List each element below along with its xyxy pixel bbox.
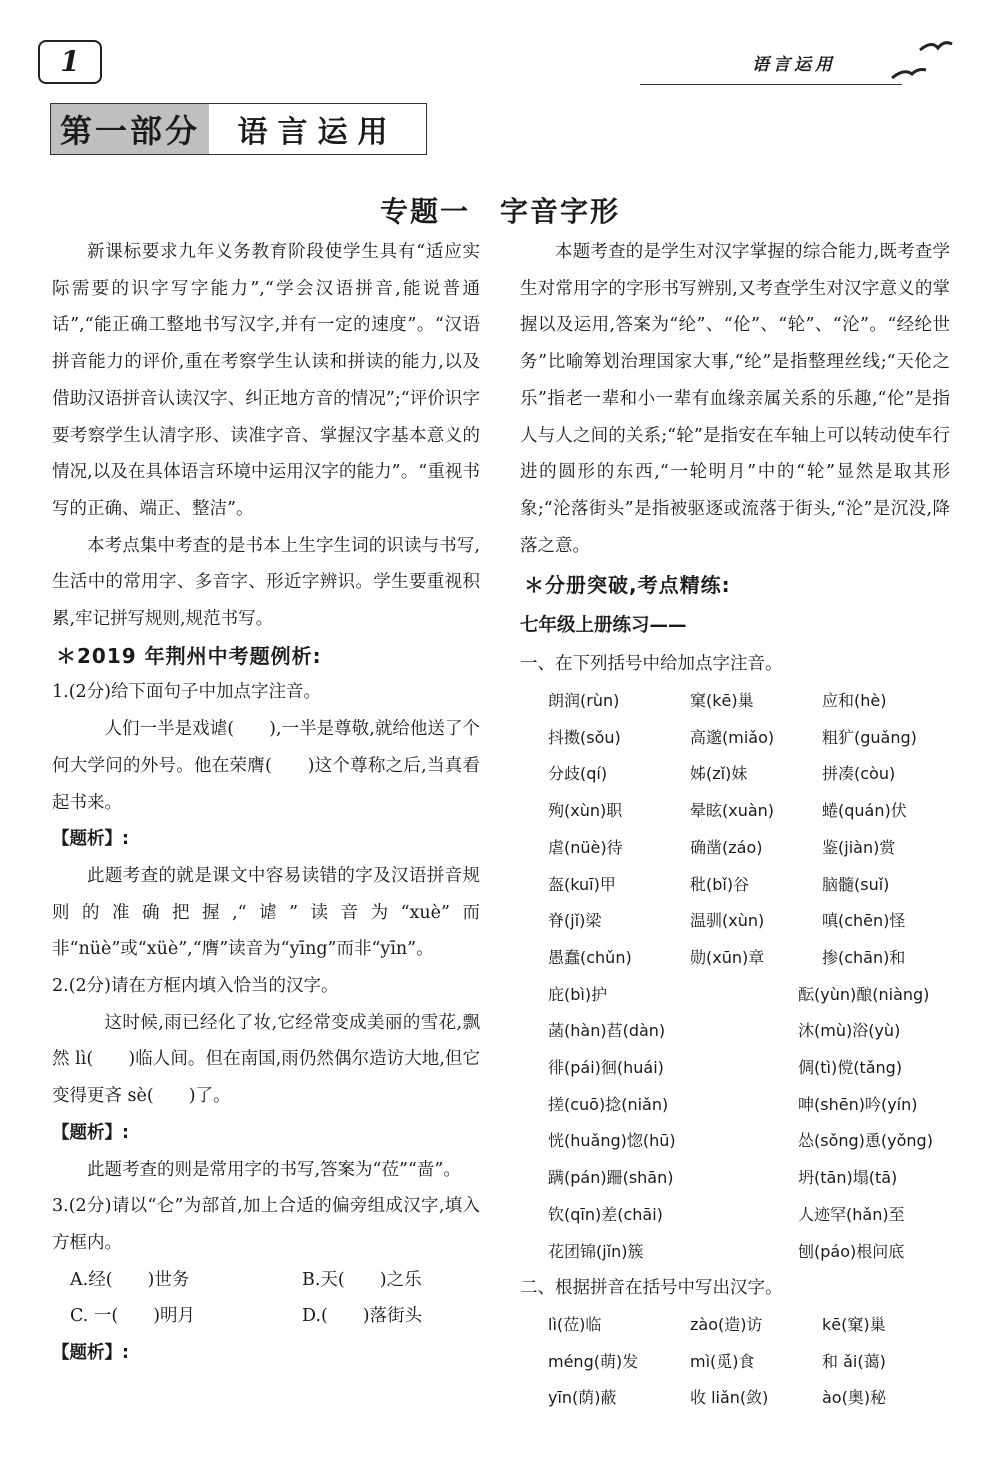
list-item: 怂(sǒng)恿(yǒng) <box>798 1131 933 1151</box>
list-item: 分歧(qí) <box>548 764 608 784</box>
option-b: B.天( )之乐 <box>302 1269 422 1290</box>
analysis-label-3: 【题析】: <box>52 1343 129 1364</box>
list-item: kē(窠)巢 <box>822 1314 886 1334</box>
list-item: lì(莅)临 <box>548 1314 602 1334</box>
page-number: 1 <box>38 40 102 84</box>
list-item: 高邈(miǎo) <box>690 727 775 747</box>
list-item: 应和(hè) <box>822 691 887 711</box>
part-title: 语言运用 <box>237 115 398 150</box>
list-item: 沐(mù)浴(yù) <box>798 1021 901 1041</box>
breakthrough-heading: ＊分册突破,考点精练: <box>524 573 731 598</box>
analysis-2: 此题考查的则是常用字的书写,答案为“莅”“啬”。 <box>87 1159 461 1180</box>
list-item: 人迹罕(hǎn)至 <box>798 1204 905 1224</box>
list-item: 勋(xūn)章 <box>690 947 765 967</box>
list-item: 愚蠢(chǔn) <box>548 947 632 967</box>
topic-title: 专题一 字音字形 <box>379 195 620 228</box>
list-item: 刨(páo)根问底 <box>798 1241 905 1261</box>
question-3: 3.(2分)请以“仑”为部首,加上合适的偏旁组成汉字,填入方框内。 <box>52 1196 480 1253</box>
option-d: D.( )落街头 <box>302 1306 423 1327</box>
list-item: 呻(shēn)吟(yín) <box>798 1094 918 1114</box>
list-item: 秕(bǐ)谷 <box>690 874 750 894</box>
list-item: 脑髓(suǐ) <box>822 874 890 894</box>
list-item: 拼凑(còu) <box>822 764 896 784</box>
header-rule <box>640 84 902 85</box>
list-item: 花团锦(jǐn)簇 <box>548 1241 644 1261</box>
list-item: 蜷(quán)伏 <box>822 801 907 821</box>
intro-paragraph: 新课标要求九年义务教育阶段使学生具有“适应实际需要的识字写字能力”,“学会汉语拼音,能说普通话”,“能正确工整地书写汉字,并有一定的速度”。“汉语拼音能力的评价,重在考察学生认读和拼读的能力,以及借助汉语拼音认读汉字、纠正地方音的情况”;“评价识字要考察学生认清字形、读准字音、掌握汉字基本意义的情况,以及在具体语言环境中运用汉字的能力”。“重视书写的正确、端正、整洁”。 <box>52 242 480 519</box>
analysis-1: 此题考查的就是课文中容易读错的字及汉语拼音规则的准确把握,“谑”读音为“xuè”而非“nüè”或“xüè”,“膺”读音为“yīng”而非“yīn”。 <box>52 865 480 960</box>
list-item: 蹒(pán)跚(shān) <box>548 1168 674 1188</box>
part-label: 第一部分 <box>51 104 209 154</box>
option-a: A.经( )世务 <box>70 1269 190 1290</box>
list-item: 搓(cuō)捻(niǎn) <box>548 1094 669 1114</box>
intro-paragraph-2: 本考点集中考查的是书本上生字生词的识读与书写,生活中的常用字、多音字、形近字辨识。学生要重视积累,牢记拼写规则,规范书写。 <box>52 535 480 630</box>
list-item: 掺(chān)和 <box>822 947 906 967</box>
list-item: 恍(huǎng)惚(hū) <box>548 1131 676 1151</box>
list-item: 倜(tì)傥(tǎng) <box>798 1058 903 1078</box>
exercise-2-title: 二、根据拼音在括号中写出汉字。 <box>520 1278 783 1299</box>
list-item: 确凿(záo) <box>690 837 763 857</box>
list-item: 菡(hàn)萏(dàn) <box>548 1021 666 1041</box>
running-header: 语言运用 <box>752 55 836 75</box>
question-3-options <box>52 1262 480 1335</box>
list-item: 和 ǎi(蔼) <box>822 1351 886 1371</box>
exam-heading: ＊2019 年荆州中考题例析: <box>56 643 322 668</box>
list-item: ào(奥)秘 <box>822 1388 887 1408</box>
left-column <box>52 234 480 1372</box>
list-item: 温驯(xùn) <box>690 911 765 931</box>
exercise-2-grid <box>520 1307 950 1417</box>
list-item: 徘(pái)徊(huái) <box>548 1058 664 1078</box>
list-item: 抖擞(sǒu) <box>548 727 621 747</box>
birds-icon <box>890 38 960 88</box>
list-item: 殉(xùn)职 <box>548 801 623 821</box>
list-item: 姊(zǐ)妹 <box>690 764 748 784</box>
question-2-text: 这时候,雨已经化了妆,它经常变成美丽的雪花,飘然 lì( )临人间。但在南国,雨仍然偶尔造访大地,但它变得更吝 sè( )了。 <box>52 1012 480 1107</box>
exercise-1-grid <box>520 683 950 977</box>
list-item: 庇(bì)护 <box>548 984 608 1004</box>
list-item: 晕眩(xuàn) <box>690 801 775 821</box>
list-item: 粗犷(guǎng) <box>822 727 917 747</box>
exercise-1-title: 一、在下列括号中给加点字注音。 <box>520 654 783 675</box>
question-2: 2.(2分)请在方框内填入恰当的汉字。 <box>52 976 339 997</box>
list-item: 朗润(rùn) <box>548 691 620 711</box>
grade-heading: 七年级上册练习—— <box>520 615 687 637</box>
list-item: 酝(yùn)酿(niàng) <box>798 984 930 1004</box>
question-1: 1.(2分)给下面句子中加点字注音。 <box>52 682 321 703</box>
list-item: 窠(kē)巢 <box>690 691 754 711</box>
list-item: 脊(jǐ)梁 <box>548 911 602 931</box>
exercise-1-grid-2 <box>520 977 950 1271</box>
list-item: yīn(荫)蔽 <box>548 1388 617 1408</box>
list-item: 收 liǎn(敛) <box>690 1388 769 1408</box>
list-item: 嗔(chēn)怪 <box>822 911 906 931</box>
analysis-3: 本题考查的是学生对汉字掌握的综合能力,既考查学生对常用字的字形书写辨别,又考查学生对汉字意义的掌握以及运用,答案为“纶”、“伦”、“轮”、“沦”。“经纶世务”比喻筹划治理国家大事,“纶”是指整理丝线;“天伦之乐”指老一辈和小一辈有血缘亲属关系的乐趣,“伦”是指人与人之间的关系;“轮”是指安在车轴上可以转动使车行进的圆形的东西,“一轮明月”中的“轮”显然是取其形象;“沦落街头”是指被驱逐或流落于街头,“沦”是沉没,降落之意。 <box>520 242 950 556</box>
list-item: 坍(tān)塌(tā) <box>798 1168 898 1188</box>
option-c: C. 一( )明月 <box>70 1306 196 1327</box>
analysis-label-2: 【题析】: <box>52 1122 129 1143</box>
right-column <box>520 234 950 1417</box>
analysis-label-1: 【题析】: <box>52 829 129 850</box>
list-item: 虐(nüè)待 <box>548 837 623 857</box>
list-item: 鉴(jiàn)赏 <box>822 837 896 857</box>
list-item: zào(造)访 <box>690 1314 763 1334</box>
part-banner <box>50 103 427 155</box>
list-item: mì(觅)食 <box>690 1351 755 1371</box>
list-item: 钦(qīn)差(chāi) <box>548 1204 663 1224</box>
question-1-text: 人们一半是戏谑( ),一半是尊敬,就给他送了个何大学问的外号。他在荣膺( )这个尊称之后,当真看起书来。 <box>52 719 480 813</box>
list-item: 盔(kuī)甲 <box>548 874 616 894</box>
list-item: méng(萌)发 <box>548 1351 639 1371</box>
